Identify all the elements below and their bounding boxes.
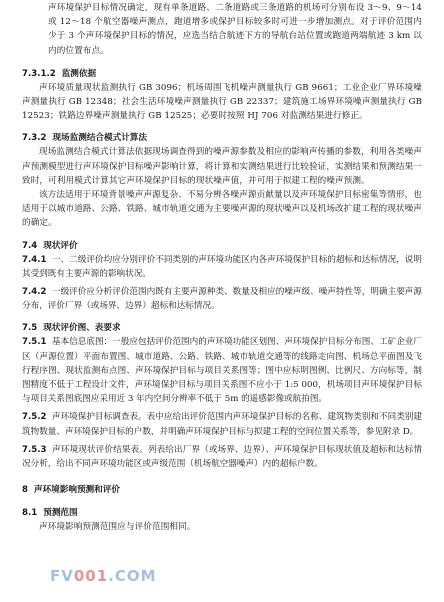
section-title: 预测范围	[43, 508, 78, 519]
paragraph-prediction-scope: 声环境影响预测范围应与评价范围相同。	[39, 522, 196, 533]
clause-number: 7.4.1	[22, 254, 47, 265]
clause-text: 一、二级评价均应分别评价不同类别的声环境功能区内各声环境保护目标的超标和达标情况，说明其受到既有主要声源的影响状况。	[22, 254, 422, 279]
paragraph-monitoring-basis: 声环境质量现状监测执行 GB 3096；机场周围飞机噪声测量执行 GB 9661；工业企业厂界环境噪声测量执行 GB 12348；社会生活环境噪声测量执行 GB 22337；建筑施工场界环境噪声测量执行 GB 12523；铁路边界噪声测量执行 GB 12525；必要时按照 HJ 706 对监测结果进行修正。	[22, 82, 422, 122]
watermark-prefix: FV	[50, 567, 74, 585]
section-heading-7-5	[22, 321, 422, 335]
clause-7-5-2	[22, 410, 422, 438]
clause-number: 7.5.2	[22, 412, 47, 423]
section-title: 现状评价	[43, 240, 78, 251]
clause-7-4-1	[22, 253, 422, 281]
section-heading-8-1	[22, 506, 422, 520]
paragraph-method-scope: 该方法适用于环境背景噪声声源复杂、不易分辨各噪声源贡献量以及声环境保护目标密集等情形，也适用于以城市道路、公路、铁路、城市轨道交通为主要噪声源的现状噪声以及机场改扩建工程的现状噪声的确定。	[22, 190, 422, 229]
section-number: 7.5	[22, 323, 38, 334]
clause-number: 7.4.2	[22, 287, 47, 298]
clause-number: 7.5.1	[22, 337, 47, 348]
section-number: 7.4	[22, 240, 38, 251]
section-number: 8.1	[22, 508, 38, 519]
watermark-suffix: .COM	[108, 567, 157, 585]
section-heading-7-3-2	[22, 131, 422, 145]
section-number: 7.3.1.2	[22, 68, 56, 79]
section-title: 现状评价图、表要求	[43, 323, 121, 334]
clause-7-5-3	[22, 443, 422, 471]
clause-text: 声环境现状评价结果表。列表给出厂界（或场界、边界）、声环境保护目标现状值及超标和达标情况分析，给出不同声环境功能区或声级范围（机场航空器噪声）内的超标户数。	[22, 444, 422, 470]
section-title: 现场监测结合模式计算法	[52, 133, 147, 144]
site-watermark	[50, 567, 157, 585]
clause-number: 7.5.3	[22, 444, 47, 455]
clause-text: 一级评价应分析评价范围内既有主要声源种类、数量及相应的噪声级、噪声特性等，明确主要声源分布，评价厂界（或场界、边界）超标和达标情况。	[22, 287, 422, 312]
watermark-accent: 001	[73, 567, 109, 585]
section-heading-8	[22, 483, 422, 497]
section-heading-7-3-1-2	[22, 67, 422, 81]
clause-7-4-2	[22, 285, 422, 313]
continued-paragraph: 声环境保护目标情况确定，现有单条道路、二条道路或三条道路的机场可分别布设 3～9、9～14 或 12～18 个航空器噪声测点，跑道增多或保护目标较多时可进一步增加测点。对于评价范围内少于 3 个声环境保护目标的情况，应选当结合航迹下方的导航台站位置或跑道两端航迹 3 km 以内的位置布点。	[48, 3, 422, 56]
clause-text: 基本信息底图：一般应包括评价范围内的声环境功能区划图、声环境保护目标分布图、工矿企业厂区（声源位置）平面布置图、城市道路、公路、铁路、城市轨道交通等的线路走向图、机场总平面图及飞行程序图、现状监测布点图、声环境保护目标与项目关系图等；图中应标明图例、比例尺、方向标等，制图精度不低于工程设计文件，声环境保护目标与项目关系图不应小于 1:5 000，机场项目声环境保护目标与项目关系图底图应采用近 3 年内空间分辨率不低于 5m 的遥感影像或航拍图。	[22, 337, 422, 405]
section-heading-7-4	[22, 239, 422, 253]
section-number: 7.3.2	[22, 133, 47, 144]
section-title: 声环境影响预测和评价	[33, 485, 120, 496]
paragraph-model-method: 现场监测结合模式计算法依据现场调查得到的噪声源参数及相应的影响声传播的参数，利用各类噪声声预测模型进行声环境保护目标噪声影响计算，将计算和实测结果进行比较验证，实测结果和预测结果一致时，可利用模式计算其它声环境保护目标的现状噪声值，并可用于拟建工程的噪声预测。	[22, 147, 422, 186]
clause-7-5-1	[22, 335, 422, 406]
section-number: 8	[22, 485, 28, 496]
section-title: 监测依据	[61, 68, 97, 79]
clause-text: 声环境保护目标调查表。表中应给出评价范围内声环境保护目标的名称、建筑物类别和不同类别建筑物数量、声环境保护目标的户数，并明确声环境保护目标与拟建工程的空间位置关系等，参见附录 D。	[22, 412, 422, 437]
